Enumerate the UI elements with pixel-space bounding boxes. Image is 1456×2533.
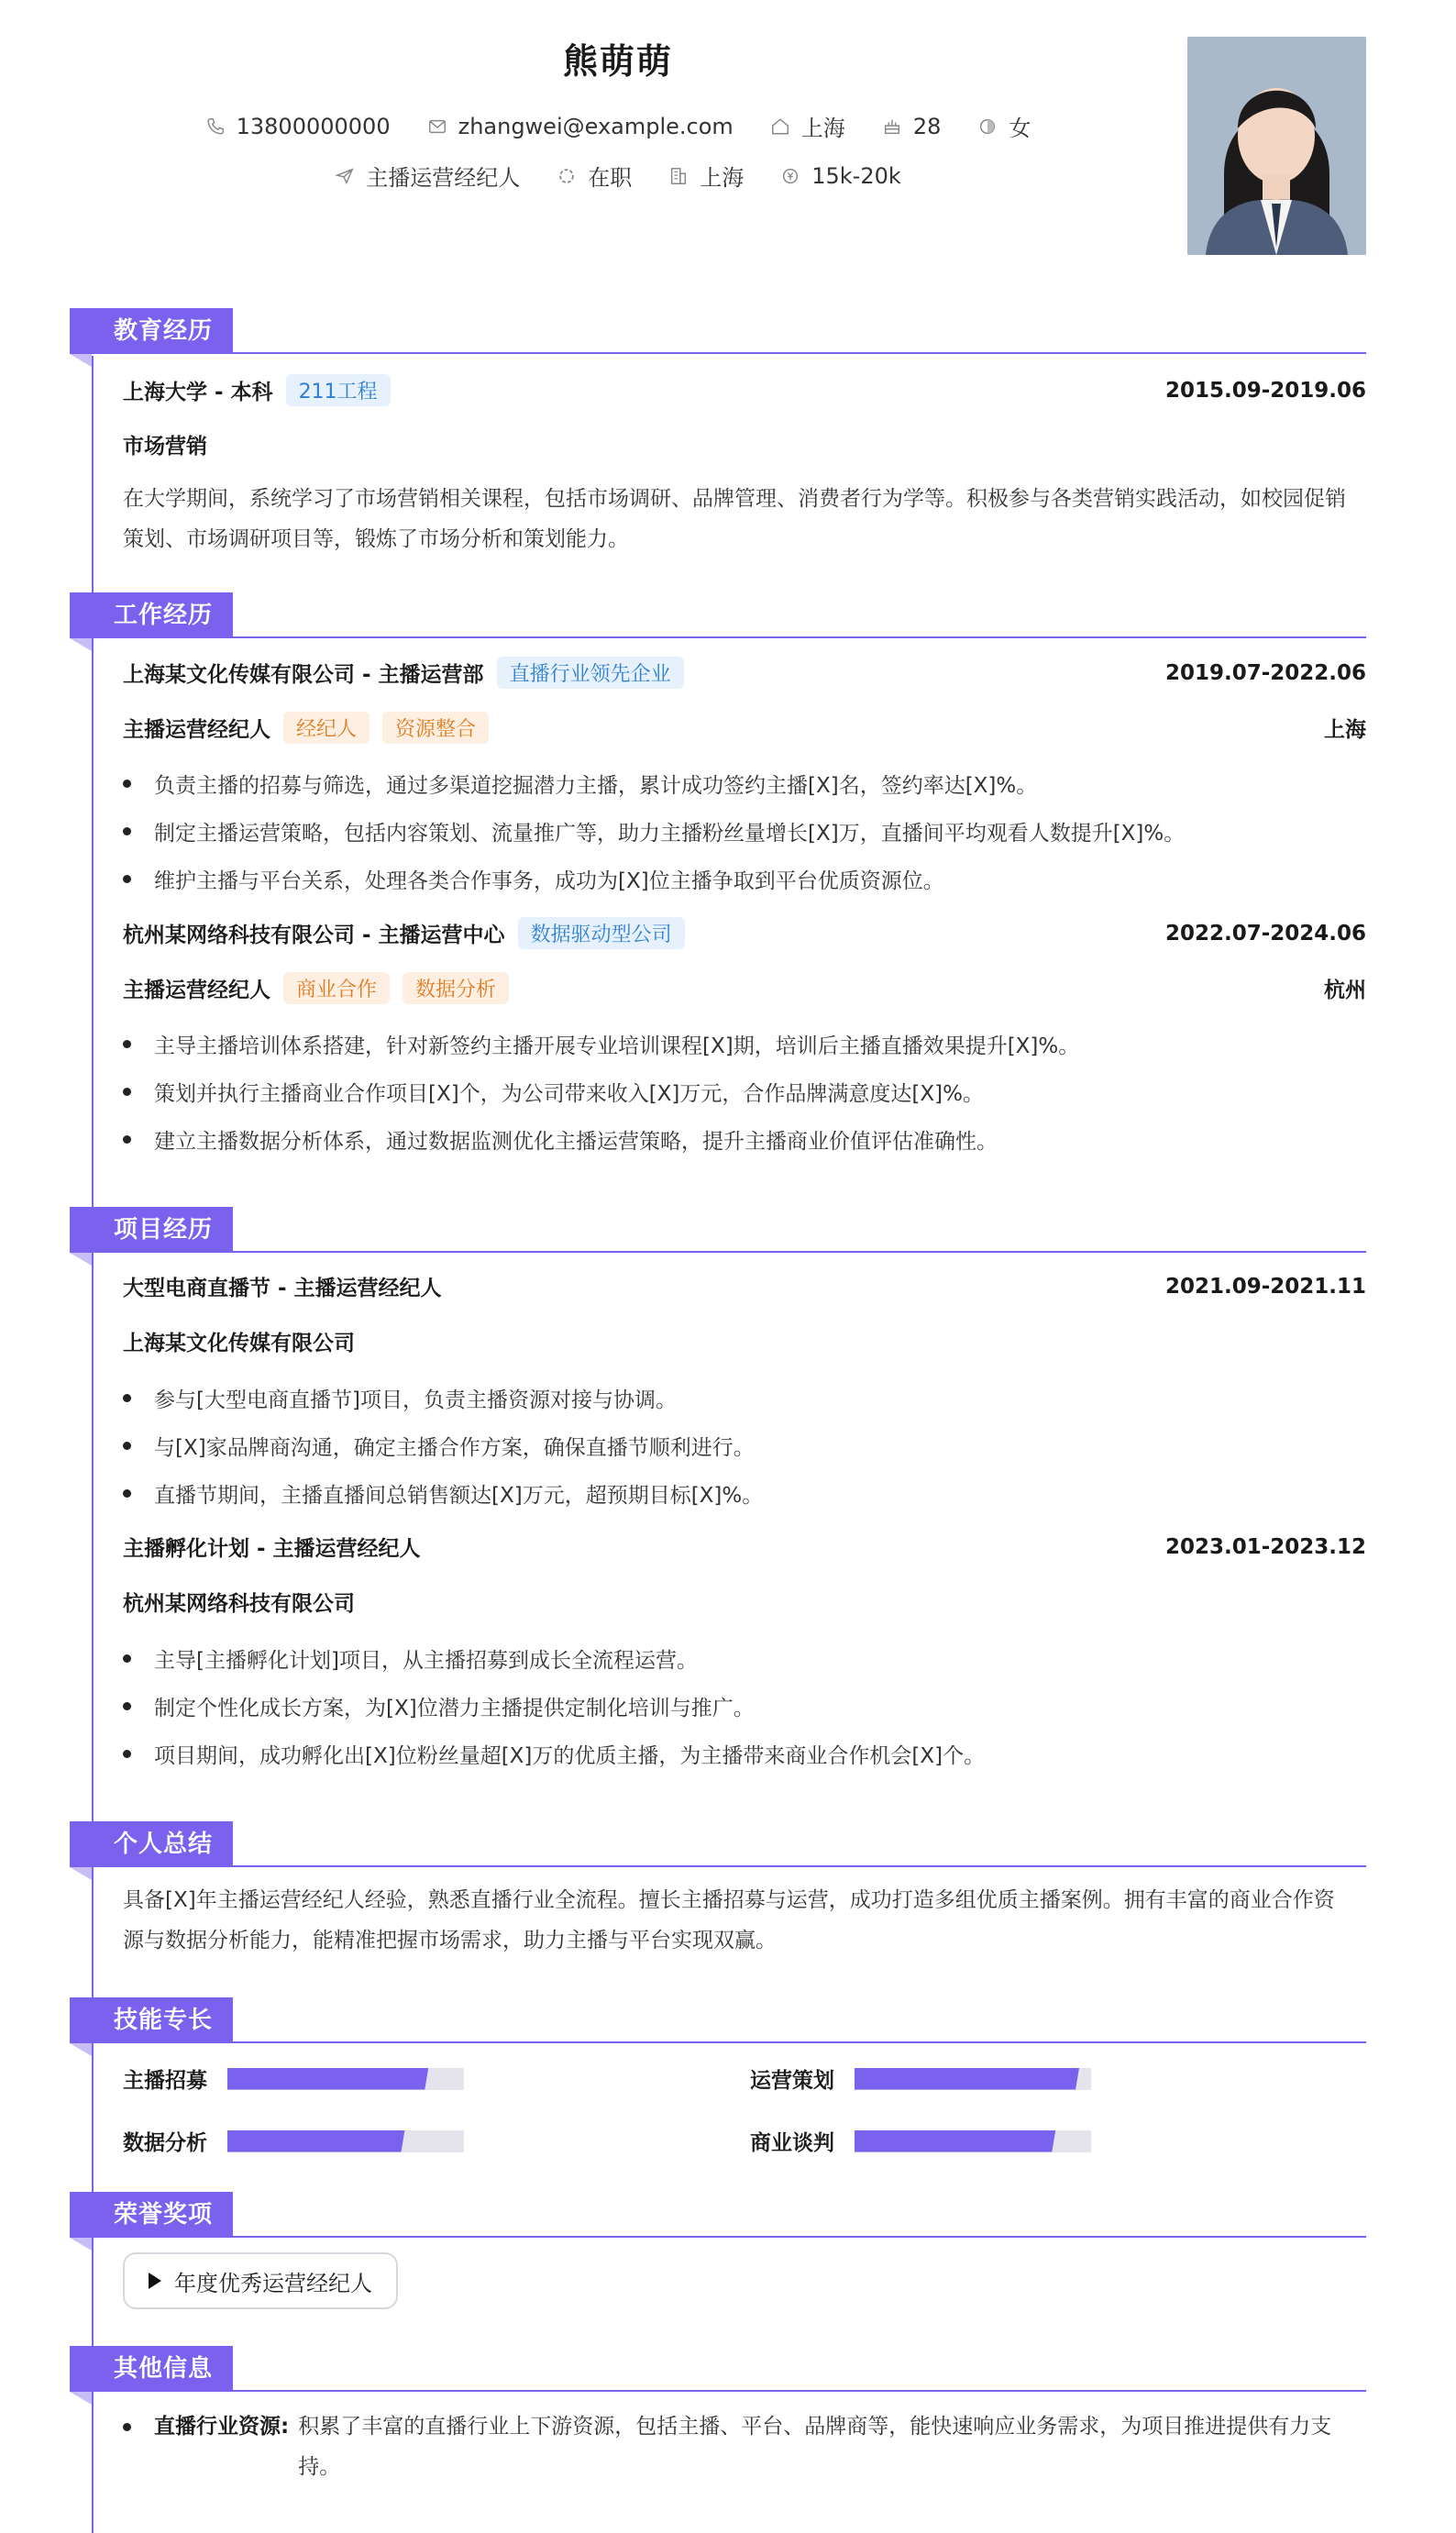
work-company-row (123, 657, 1366, 689)
project-title-row (123, 1532, 1366, 1562)
gender-text: 女 (1009, 116, 1031, 141)
project-bullet: 参与[大型电商直播节]项目，负责主播资源对接与协调。 (123, 1383, 1351, 1413)
project-title-row (123, 1271, 1366, 1301)
age-info (882, 114, 942, 139)
skill-bar (855, 2068, 1091, 2090)
project-bullet: 直播节期间，主播直播间总销售额达[X]万元，超预期目标[X]%。 (123, 1478, 1351, 1509)
status-icon (557, 166, 577, 186)
profile-photo (1187, 37, 1366, 255)
project-company-row (123, 1326, 1366, 1356)
work-section-title: 工作经历 (70, 592, 233, 638)
other-section-header (70, 2346, 1366, 2392)
role-name: 主播运营经纪人 (123, 718, 270, 742)
other-section-title: 其他信息 (70, 2346, 233, 2392)
section-fold (70, 2043, 92, 2056)
skill-name: 数据分析 (123, 2131, 207, 2155)
skill-bar-fill (227, 2130, 405, 2152)
mail-icon (427, 116, 447, 137)
section-fold (70, 1867, 92, 1880)
section-fold (70, 638, 92, 651)
phone-text: 13800000000 (236, 113, 391, 139)
job-target-info (335, 160, 520, 192)
role-tag: 经纪人 (283, 712, 370, 744)
school-name: 上海大学 - 本科 (123, 381, 273, 404)
project-bullet: 制定个性化成长方案，为[X]位潜力主播提供定制化培训与推广。 (123, 1691, 1351, 1721)
paper-plane-icon (335, 166, 355, 186)
school-tag: 211工程 (286, 374, 391, 406)
work-section-header (70, 592, 1366, 638)
company-name: 杭州某网络科技有限公司 - 主播运营中心 (123, 924, 505, 947)
honors-section-title: 荣誉奖项 (70, 2192, 233, 2238)
skill-name: 主播招募 (123, 2069, 207, 2093)
section-fold (70, 354, 92, 367)
major-name: 市场营销 (123, 435, 207, 459)
contact-row (0, 110, 1236, 142)
education-description: 在大学期间，系统学习了市场营销相关课程，包括市场调研、品牌管理、消费者行为学等。积极参与各类营销实践活动，如校园促销策划、市场调研项目等，锻炼了市场分析和策划能力。 (123, 487, 1346, 551)
project-bullet: 主导[主播孵化计划]项目，从主播招募到成长全流程运营。 (123, 1643, 1351, 1674)
gender-icon (977, 116, 998, 137)
project-company: 杭州某网络科技有限公司 (123, 1592, 355, 1616)
other-info-item (123, 2406, 1351, 2487)
project-company-row (123, 1587, 1366, 1617)
email-info (427, 114, 734, 139)
major-row (123, 429, 1366, 459)
skill-item (750, 2063, 1091, 2094)
summary-section-header (70, 1821, 1366, 1867)
candidate-name: 熊萌萌 (562, 41, 673, 82)
work-date: 2019.07-2022.06 (1164, 660, 1366, 685)
phone-icon (205, 116, 226, 137)
section-fold (70, 2238, 92, 2251)
skill-name: 商业谈判 (750, 2131, 834, 2155)
honor-text: 年度优秀运营经纪人 (174, 2270, 372, 2296)
company-tag: 直播行业领先企业 (497, 657, 684, 689)
caret-right-icon (149, 2273, 161, 2289)
skill-bar-fill (227, 2068, 428, 2090)
skill-bar (227, 2130, 464, 2152)
work-bullet: 制定主播运营策略，包括内容策划、流量推广等，助力主播粉丝量增长[X]万，直播间平均观看人数提升[X]%。 (123, 816, 1351, 846)
project-title: 主播孵化计划 - 主播运营经纪人 (123, 1537, 421, 1561)
education-date: 2015.09-2019.06 (1164, 378, 1366, 403)
project-date: 2023.01-2023.12 (1164, 1534, 1366, 1559)
skill-bar (227, 2068, 464, 2090)
coin-icon (780, 166, 800, 186)
work-bullet: 建立主播数据分析体系，通过数据监测优化主播运营策略，提升主播商业价值评估准确性。 (123, 1124, 1351, 1155)
role-name: 主播运营经纪人 (123, 979, 270, 1002)
work-company-row (123, 917, 1366, 949)
project-date: 2021.09-2021.11 (1164, 1274, 1366, 1299)
skill-bar-fill (855, 2130, 1055, 2152)
other-info-value: 积累了丰富的直播行业上下游资源，包括主播、平台、品牌商等，能快速响应业务需求，为项目推进提供有力支持。 (298, 2415, 1332, 2479)
summary-text: 具备[X]年主播运营经纪人经验，熟悉直播行业全流程。擅长主播招募与运营，成功打造多组优质主播案例。拥有丰富的商业合作资源与数据分析能力，能精准把握市场需求，助力主播与平台实现双赢。 (123, 1888, 1335, 1952)
gender-info (977, 110, 1031, 142)
age-text: 28 (912, 113, 942, 139)
building-icon (668, 166, 689, 186)
honors-section-header (70, 2192, 1366, 2238)
job-target-text: 主播运营经纪人 (366, 165, 521, 191)
work-city: 上海 (1324, 718, 1366, 742)
section-fold (70, 2392, 92, 2405)
cake-icon (882, 116, 902, 137)
project-bullet: 项目期间，成功孵化出[X]位粉丝量超[X]万的优质主播，为主播带来商业合作机会[X]个。 (123, 1739, 1351, 1769)
education-header-row (123, 374, 1366, 406)
phone-info (205, 114, 391, 139)
section-fold (70, 1253, 92, 1266)
company-name: 上海某文化传媒有限公司 - 主播运营部 (123, 663, 484, 687)
skill-bar (855, 2130, 1091, 2152)
work-date: 2022.07-2024.06 (1164, 921, 1366, 946)
project-bullet: 与[X]家品牌商沟通，确定主播合作方案，确保直播节顺利进行。 (123, 1431, 1351, 1461)
work-bullet: 维护主播与平台关系，处理各类合作事务，成功为[X]位主播争取到平台优质资源位。 (123, 864, 1351, 894)
other-info-key: 直播行业资源: (154, 2415, 290, 2439)
skill-item (123, 2126, 464, 2156)
salary-info (780, 163, 901, 189)
work-role-row (123, 712, 1366, 744)
email-text: zhangwei@example.com (458, 113, 734, 139)
skill-bar-fill (855, 2068, 1079, 2090)
education-section-header (70, 308, 1366, 354)
project-company: 上海某文化传媒有限公司 (123, 1332, 355, 1355)
location-text: 上海 (800, 116, 845, 141)
summary-section-title: 个人总结 (70, 1821, 233, 1867)
location-info (770, 110, 845, 142)
salary-text: 15k-20k (811, 162, 901, 189)
skill-item (123, 2063, 464, 2094)
work-role-row (123, 972, 1366, 1004)
status-text: 在职 (588, 165, 633, 191)
skill-item (750, 2126, 1091, 2156)
work-bullet: 策划并执行主播商业合作项目[X]个，为公司带来收入[X]万元，合作品牌满意度达[X]%。 (123, 1077, 1351, 1107)
education-section-title: 教育经历 (70, 308, 233, 354)
home-icon (770, 116, 790, 137)
work-bullet: 主导主播培训体系搭建，针对新签约主播开展专业培训课程[X]期，培训后主播直播效果提升[X]%。 (123, 1029, 1351, 1059)
role-tag: 商业合作 (283, 972, 390, 1004)
skills-section-title: 技能专长 (70, 1997, 233, 2043)
status-info (557, 160, 632, 192)
project-section-header (70, 1207, 1366, 1253)
role-tag: 资源整合 (382, 712, 489, 744)
company-tag: 数据驱动型公司 (518, 917, 685, 949)
role-tag: 数据分析 (403, 972, 509, 1004)
skill-name: 运营策划 (750, 2069, 834, 2093)
target-city-text: 上海 (700, 165, 745, 191)
skills-section-header (70, 1997, 1366, 2043)
project-section-title: 项目经历 (70, 1207, 233, 1253)
job-intent-row (0, 160, 1236, 192)
honor-item[interactable] (123, 2252, 398, 2309)
work-bullet: 负责主播的招募与筛选，通过多渠道挖掘潜力主播，累计成功签约主播[X]名，签约率达[X]%。 (123, 769, 1351, 799)
project-title: 大型电商直播节 - 主播运营经纪人 (123, 1277, 442, 1300)
target-city-info (668, 160, 744, 192)
work-city: 杭州 (1324, 979, 1366, 1002)
